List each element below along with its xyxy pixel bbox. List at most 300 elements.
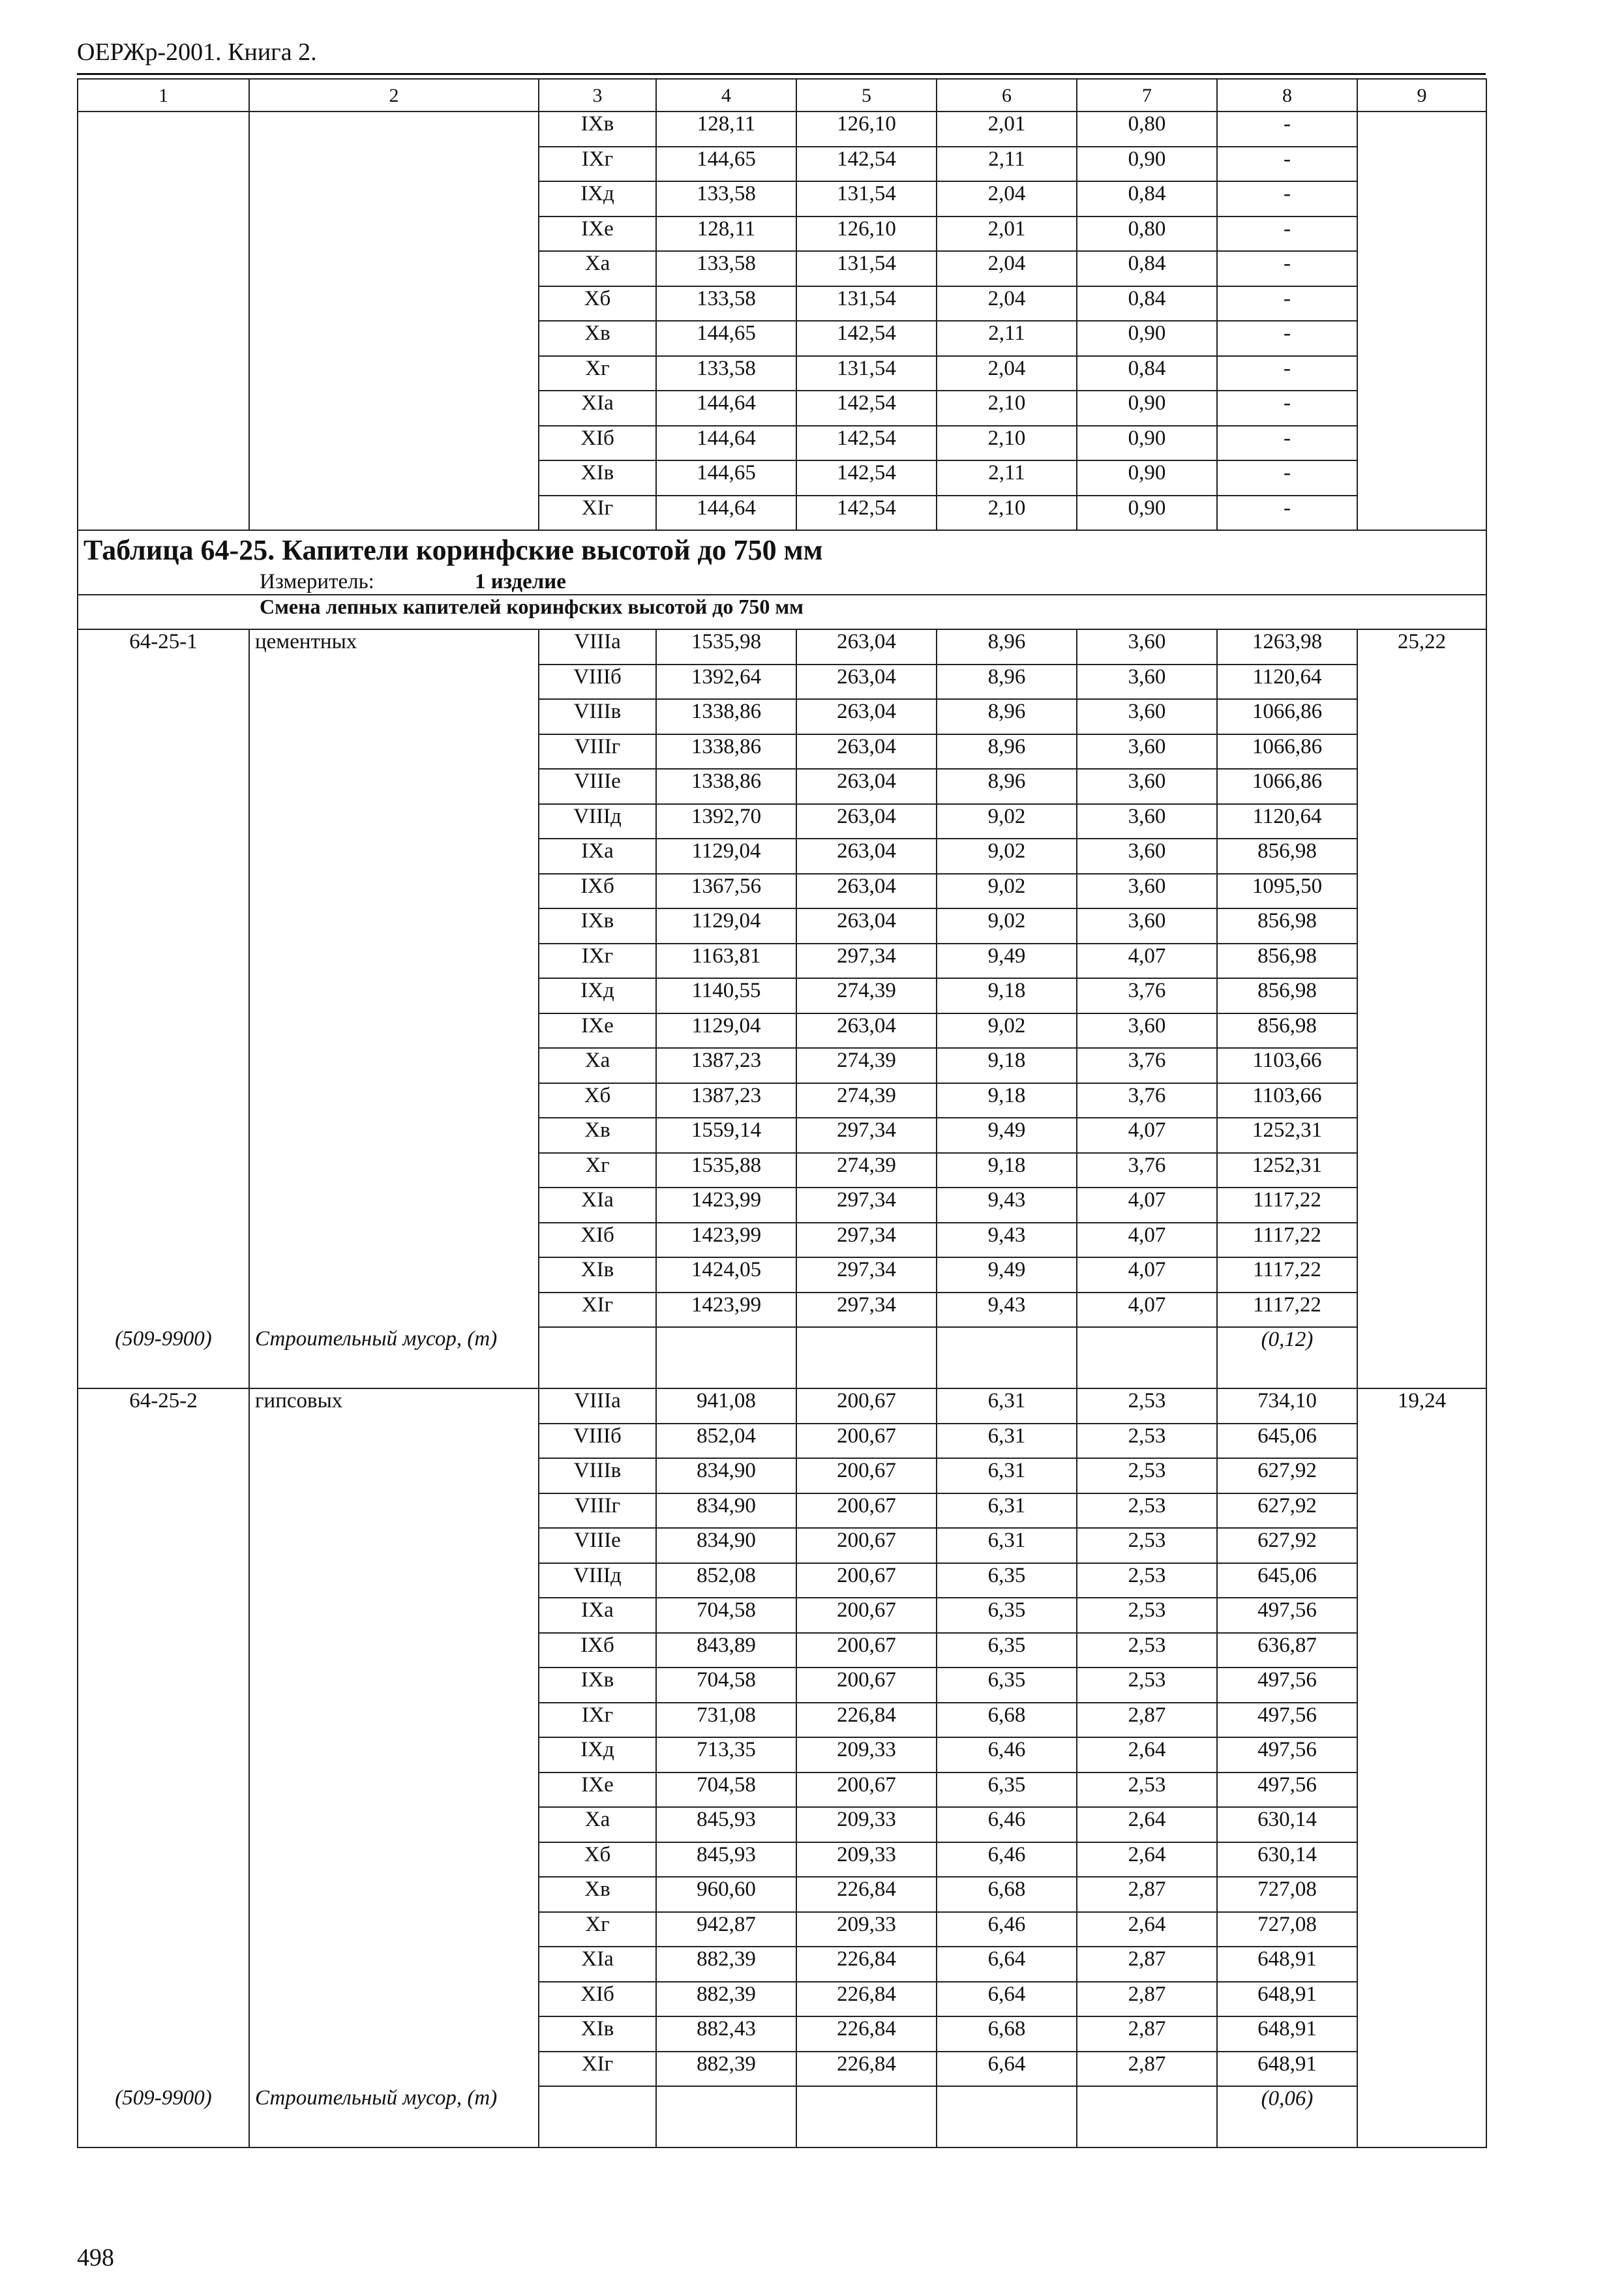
value-cell: 704,58 [656,1773,796,1808]
name-cell [249,460,539,496]
name-cell [249,1424,539,1459]
empty-cell [539,2086,656,2147]
name-cell [249,1703,539,1738]
column-number-row [78,79,1486,112]
table-row [78,1048,1486,1083]
value-cell: 2,11 [937,147,1077,182]
value-cell: - [1217,147,1357,182]
name-cell [249,1598,539,1633]
value-cell: 4,07 [1077,1293,1217,1328]
value-cell: 9,02 [937,874,1077,909]
value-cell: 144,64 [656,496,796,531]
zone-cell: VIIIг [539,734,656,770]
running-header: ОЕРЖр-2001. Книга 2. [77,38,317,66]
value-cell: 630,14 [1217,1842,1357,1878]
code-cell [78,1118,249,1153]
name-cell [249,1773,539,1808]
value-cell: 1117,22 [1217,1257,1357,1293]
table-row [78,1598,1486,1633]
code-cell [78,147,249,182]
labor-cell [1357,1223,1486,1258]
value-cell: 6,35 [937,1563,1077,1598]
zone-cell: XIг [539,1293,656,1328]
value-cell: 704,58 [656,1668,796,1703]
value-cell: 274,39 [796,1083,937,1118]
labor-cell [1357,391,1486,426]
value-cell: 4,07 [1077,1223,1217,1258]
zone-cell: IXд [539,181,656,217]
value-cell: 263,04 [796,908,937,944]
value-cell: 144,65 [656,321,796,356]
empty-cell [1357,1327,1486,1388]
name-cell [249,804,539,839]
labor-cell [1357,1912,1486,1947]
value-cell: 3,76 [1077,978,1217,1013]
code-cell [78,699,249,734]
table-row [78,1293,1486,1328]
name-cell [249,286,539,322]
value-cell: 1120,64 [1217,804,1357,839]
column-number: 9 [1357,79,1486,112]
labor-cell [1357,1703,1486,1738]
zone-cell: XIв [539,460,656,496]
code-cell [78,460,249,496]
table-row [78,1188,1486,1223]
value-cell: 3,60 [1077,734,1217,770]
code-cell [78,321,249,356]
value-cell: 2,53 [1077,1458,1217,1493]
value-cell: 9,49 [937,1257,1077,1293]
table-row [78,1842,1486,1878]
value-cell: - [1217,112,1357,147]
value-cell: 1252,31 [1217,1118,1357,1153]
zone-cell: XIг [539,496,656,531]
value-cell: 1103,66 [1217,1083,1357,1118]
value-cell: 297,34 [796,1118,937,1153]
value-cell: 0,84 [1077,356,1217,391]
value-cell: 648,91 [1217,2052,1357,2087]
empty-cell [937,2086,1077,2147]
labor-cell [1357,1424,1486,1459]
value-cell: 9,49 [937,944,1077,979]
code-cell [78,665,249,700]
labor-cell [1357,769,1486,804]
code-cell [78,978,249,1013]
name-cell [249,944,539,979]
value-cell: - [1217,286,1357,322]
column-number: 5 [796,79,937,112]
zone-cell: XIв [539,1257,656,1293]
value-cell: 2,10 [937,391,1077,426]
table-row [78,1947,1486,1982]
name-cell [249,1982,539,2017]
value-cell: 882,43 [656,2016,796,2052]
value-cell: 1129,04 [656,1013,796,1049]
table-row [78,391,1486,426]
code-cell [78,734,249,770]
value-cell: 1535,88 [656,1153,796,1188]
zone-cell: IXб [539,874,656,909]
column-number: 6 [937,79,1077,112]
labor-cell [1357,251,1486,286]
code-cell [78,496,249,531]
zone-cell: IXв [539,1668,656,1703]
table-row [78,804,1486,839]
value-cell: 2,53 [1077,1668,1217,1703]
value-cell: 142,54 [796,496,937,531]
value-cell: 297,34 [796,944,937,979]
value-cell: 2,87 [1077,1877,1217,1912]
zone-cell: IXе [539,1773,656,1808]
value-cell: 142,54 [796,321,937,356]
labor-cell [1357,944,1486,979]
value-cell: 133,58 [656,286,796,322]
value-cell: 3,60 [1077,665,1217,700]
value-cell: 2,53 [1077,1388,1217,1424]
value-cell: 6,68 [937,2016,1077,2052]
table-row [78,217,1486,252]
zone-cell: IXд [539,978,656,1013]
zone-cell: XIа [539,391,656,426]
value-cell: 6,46 [937,1842,1077,1878]
empty-cell [1077,1327,1217,1388]
name-cell [249,1083,539,1118]
value-cell: 636,87 [1217,1633,1357,1668]
value-cell: 297,34 [796,1293,937,1328]
value-cell: 1423,99 [656,1188,796,1223]
value-cell: 1066,86 [1217,769,1357,804]
table-row [78,1633,1486,1668]
value-cell: 6,31 [937,1458,1077,1493]
labor-cell [1357,1807,1486,1842]
table-row [78,699,1486,734]
measure-label: Измеритель: [260,570,374,594]
zone-cell: Xв [539,1118,656,1153]
value-cell: 2,11 [937,321,1077,356]
value-cell: 497,56 [1217,1773,1357,1808]
item-name: цементных [249,629,539,665]
zone-cell: VIIIе [539,1528,656,1563]
value-cell: 0,90 [1077,460,1217,496]
value-cell: 126,10 [796,217,937,252]
name-cell [249,1737,539,1773]
zone-cell: VIIIа [539,1388,656,1424]
waste-row [78,1327,1486,1388]
value-cell: 856,98 [1217,1013,1357,1049]
value-cell: 6,68 [937,1703,1077,1738]
name-cell [249,1013,539,1049]
value-cell: 648,91 [1217,1947,1357,1982]
value-cell: 645,06 [1217,1424,1357,1459]
value-cell: 3,76 [1077,1048,1217,1083]
name-cell [249,181,539,217]
page-number: 498 [77,2244,114,2271]
zone-cell: IXе [539,1013,656,1049]
table-row [78,251,1486,286]
value-cell: 1338,86 [656,769,796,804]
value-cell: - [1217,426,1357,461]
value-cell: 627,92 [1217,1528,1357,1563]
zone-cell: IXд [539,1737,656,1773]
value-cell: 263,04 [796,839,937,874]
table-row [78,1773,1486,1808]
table-row [78,629,1486,665]
value-cell: 3,60 [1077,804,1217,839]
value-cell: 209,33 [796,1912,937,1947]
name-cell [249,2016,539,2052]
empty-cell [656,2086,796,2147]
value-cell: 834,90 [656,1458,796,1493]
value-cell: 0,90 [1077,391,1217,426]
value-cell: 3,60 [1077,1013,1217,1049]
table-title-cell [78,530,1486,595]
waste-value: (0,06) [1217,2086,1357,2147]
value-cell: 6,31 [937,1388,1077,1424]
labor-cell [1357,978,1486,1013]
value-cell: 734,10 [1217,1388,1357,1424]
zone-cell: Xг [539,1912,656,1947]
table-row [78,1982,1486,2017]
value-cell: 497,56 [1217,1737,1357,1773]
code-cell [78,1807,249,1842]
value-cell: 2,04 [937,251,1077,286]
labor-cell [1357,1257,1486,1293]
value-cell: - [1217,251,1357,286]
labor-cell [1357,2052,1486,2087]
code-cell [78,112,249,147]
column-number: 8 [1217,79,1357,112]
value-cell: 8,96 [937,734,1077,770]
name-cell [249,391,539,426]
table-row [78,908,1486,944]
measure-value: 1 изделие [475,570,566,594]
name-cell [249,1842,539,1878]
empty-cell [656,1327,796,1388]
labor-cell [1357,1982,1486,2017]
table-row [78,1223,1486,1258]
value-cell: 845,93 [656,1842,796,1878]
labor-cell [1357,1293,1486,1328]
value-cell: 2,04 [937,286,1077,322]
column-number: 7 [1077,79,1217,112]
value-cell: 126,10 [796,112,937,147]
value-cell: 960,60 [656,1877,796,1912]
value-cell: 1117,22 [1217,1293,1357,1328]
value-cell: 6,46 [937,1737,1077,1773]
code-cell [78,1013,249,1049]
value-cell: 226,84 [796,2052,937,2087]
value-cell: 144,64 [656,391,796,426]
empty-cell [796,2086,937,2147]
value-cell: 856,98 [1217,944,1357,979]
value-cell: 6,35 [937,1773,1077,1808]
value-cell: 882,39 [656,2052,796,2087]
table-row [78,181,1486,217]
value-cell: 200,67 [796,1598,937,1633]
value-cell: 9,02 [937,804,1077,839]
name-cell [249,356,539,391]
value-cell: 648,91 [1217,1982,1357,2017]
value-cell: 6,64 [937,2052,1077,2087]
value-cell: 1387,23 [656,1048,796,1083]
value-cell: 209,33 [796,1842,937,1878]
value-cell: 1163,81 [656,944,796,979]
labor-cell [1357,1188,1486,1223]
value-cell: 2,64 [1077,1807,1217,1842]
value-cell: 142,54 [796,147,937,182]
code-cell [78,2052,249,2087]
price-table [77,78,1487,2148]
value-cell: 1129,04 [656,908,796,944]
empty-cell [937,1327,1077,1388]
value-cell: 645,06 [1217,1563,1357,1598]
table-row [78,460,1486,496]
labor-cell [1357,1013,1486,1049]
code-cell [78,1842,249,1878]
value-cell: 0,90 [1077,147,1217,182]
value-cell: 2,53 [1077,1528,1217,1563]
code-cell [78,181,249,217]
code-cell [78,1188,249,1223]
value-cell: 200,67 [796,1563,937,1598]
value-cell: - [1217,460,1357,496]
value-cell: 131,54 [796,181,937,217]
value-cell: 1338,86 [656,699,796,734]
labor-cell [1357,1633,1486,1668]
name-cell [249,665,539,700]
code-cell [78,1083,249,1118]
value-cell: 297,34 [796,1223,937,1258]
value-cell: 200,67 [796,1424,937,1459]
value-cell: 4,07 [1077,1188,1217,1223]
value-cell: 274,39 [796,978,937,1013]
name-cell [249,1293,539,1328]
table-title-row [78,530,1486,595]
value-cell: 0,80 [1077,217,1217,252]
zone-cell: IXв [539,112,656,147]
value-cell: - [1217,181,1357,217]
code-cell [78,1982,249,2017]
code-cell [78,1493,249,1529]
table-row [78,1737,1486,1773]
value-cell: 142,54 [796,460,937,496]
value-cell: 2,01 [937,217,1077,252]
value-cell: 1117,22 [1217,1188,1357,1223]
value-cell: 200,67 [796,1528,937,1563]
code-cell [78,874,249,909]
value-cell: 200,67 [796,1773,937,1808]
value-cell: 0,90 [1077,321,1217,356]
value-cell: 1066,86 [1217,734,1357,770]
name-cell [249,1912,539,1947]
value-cell: 9,43 [937,1223,1077,1258]
name-cell [249,1188,539,1223]
value-cell: 2,04 [937,181,1077,217]
value-cell: 2,53 [1077,1424,1217,1459]
value-cell: 0,90 [1077,496,1217,531]
value-cell: 2,64 [1077,1737,1217,1773]
name-cell [249,1257,539,1293]
zone-cell: IXа [539,839,656,874]
table-row [78,1118,1486,1153]
value-cell: 9,18 [937,978,1077,1013]
value-cell: 1066,86 [1217,699,1357,734]
value-cell: 263,04 [796,1013,937,1049]
value-cell: 9,43 [937,1188,1077,1223]
zone-cell: Xа [539,1048,656,1083]
table-row [78,496,1486,531]
table-row [78,1388,1486,1424]
value-cell: 131,54 [796,286,937,322]
value-cell: - [1217,217,1357,252]
value-cell: 133,58 [656,181,796,217]
table-row [78,1912,1486,1947]
labor-cell [1357,147,1486,182]
zone-cell: VIIIе [539,769,656,804]
value-cell: 2,53 [1077,1563,1217,1598]
value-cell: 1392,70 [656,804,796,839]
value-cell: 3,60 [1077,629,1217,665]
value-cell: 3,60 [1077,769,1217,804]
value-cell: 2,87 [1077,2016,1217,2052]
table-row [78,321,1486,356]
value-cell: 263,04 [796,874,937,909]
value-cell: 941,08 [656,1388,796,1424]
value-cell: 3,60 [1077,839,1217,874]
table-row [78,665,1486,700]
column-number: 1 [78,79,249,112]
table-row [78,112,1486,147]
value-cell: 200,67 [796,1668,937,1703]
code-cell [78,1528,249,1563]
value-cell: 226,84 [796,2016,937,2052]
value-cell: 1392,64 [656,665,796,700]
value-cell: 845,93 [656,1807,796,1842]
labor-cell [1357,1118,1486,1153]
table-row [78,874,1486,909]
item-name: гипсовых [249,1388,539,1424]
labor-cell [1357,181,1486,217]
name-cell [249,1668,539,1703]
table-row [78,1458,1486,1493]
code-cell [78,1563,249,1598]
value-cell: 6,46 [937,1807,1077,1842]
code-cell [78,1598,249,1633]
value-cell: 9,43 [937,1293,1077,1328]
waste-value: (0,12) [1217,1327,1357,1388]
zone-cell: Xг [539,1153,656,1188]
name-cell [249,426,539,461]
zone-cell: XIб [539,1223,656,1258]
table-row [78,356,1486,391]
code-cell [78,1293,249,1328]
value-cell: 882,39 [656,1947,796,1982]
labor-cell [1357,286,1486,322]
code-cell [78,839,249,874]
zone-cell: Xа [539,251,656,286]
zone-cell: VIIIб [539,665,656,700]
table-row [78,1703,1486,1738]
name-cell [249,321,539,356]
value-cell: 6,46 [937,1912,1077,1947]
value-cell: 9,18 [937,1048,1077,1083]
value-cell: 1095,50 [1217,874,1357,909]
code-cell [78,1737,249,1773]
name-cell [249,496,539,531]
value-cell: 856,98 [1217,978,1357,1013]
value-cell: 630,14 [1217,1807,1357,1842]
table-row [78,1013,1486,1049]
